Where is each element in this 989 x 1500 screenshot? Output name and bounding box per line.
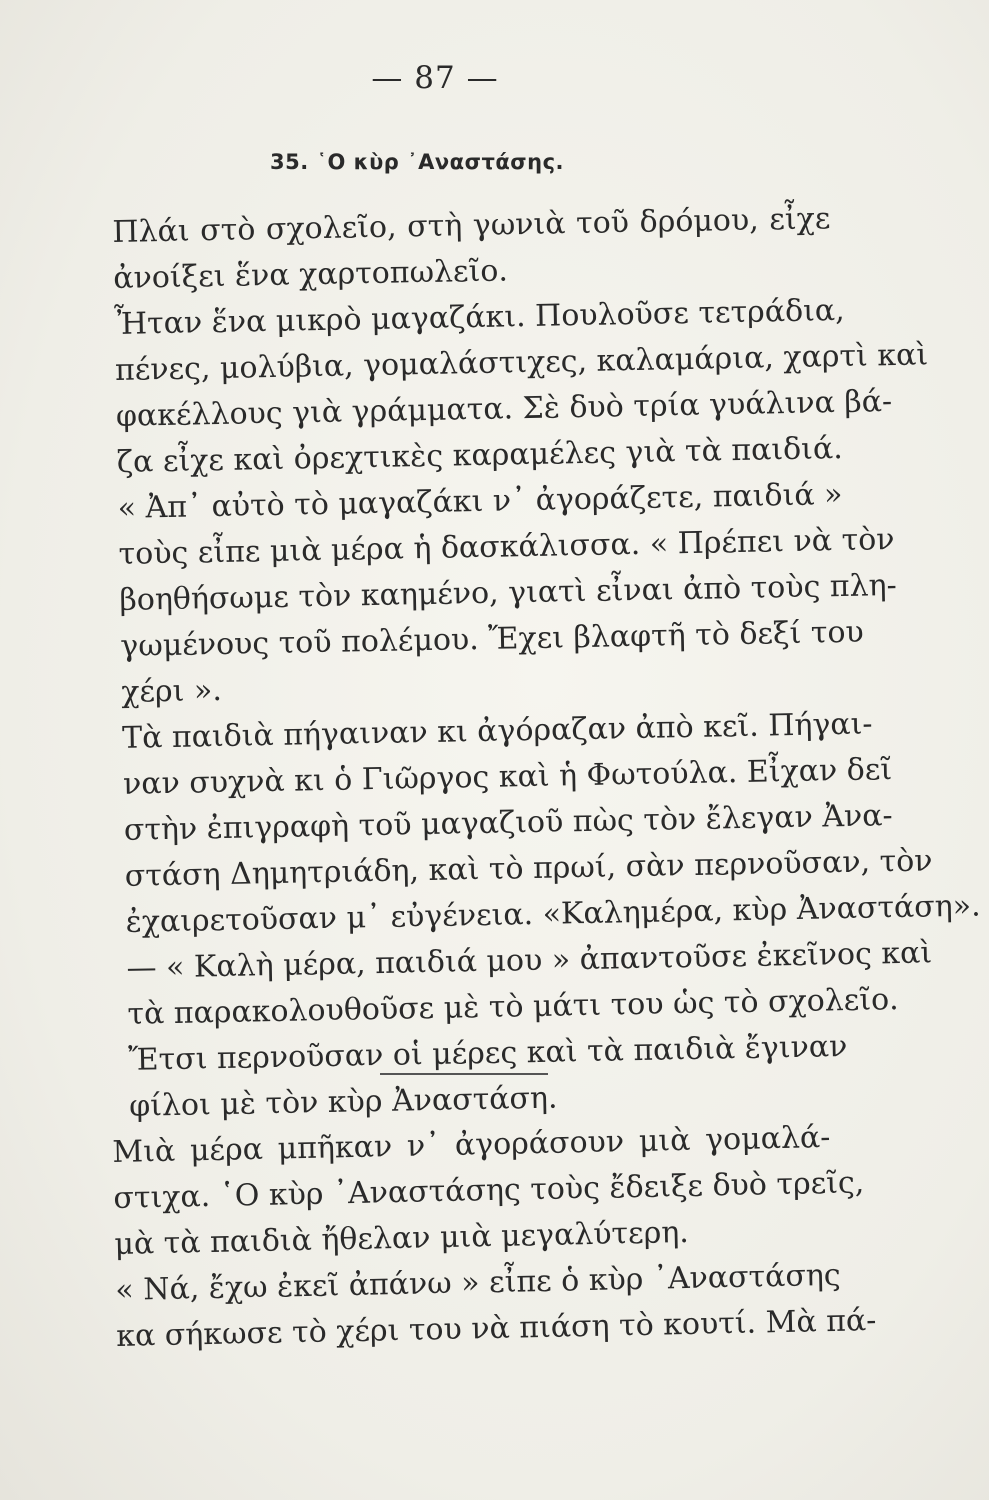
text-line: φίλοι μὲ τὸν κὺρ Ἀναστάση. [128, 1080, 558, 1124]
text-line: Μιὰ μέρα μπῆκαν ν᾿ ἀγοράσουν μιὰ γομαλά- [112, 1119, 831, 1170]
text-line: τὰ παρακολουθοῦσε μὲ τὸ μάτι του ὡς τὸ σχολεῖο. [127, 982, 899, 1032]
text-line: — « Καλὴ μέρα, παιδιά μου » ἀπαντοῦσε ἐκεῖνος καὶ [126, 935, 933, 986]
text-line: ἐχαιρετοῦσαν μ᾿ εὐγένεια. «Καλημέρα, κὺρ Ἀναστάση». [125, 888, 981, 940]
text-line: ἀνοίξει ἕνα χαρτοπωλεῖο. [112, 253, 509, 296]
text-line: ναν συχνὰ κι ὁ Γιῶργος καὶ ἡ Φωτούλα. Εἶχαν δεῖ [122, 752, 893, 802]
paragraph-block-second [112, 1115, 877, 1360]
paragraph-block-main [112, 196, 981, 1130]
text-line: Τὰ παιδιὰ πήγαιναν κι ἀγόραζαν ἀπὸ κεῖ. Πήγαι- [121, 706, 873, 756]
text-line: μὰ τὰ παιδιὰ ἤθελαν μιὰ μεγαλύτερη. [114, 1214, 690, 1262]
text-line: χέρι ». [120, 672, 223, 710]
page-number: — 87 — [371, 60, 499, 96]
text-line: φακέλλους γιὰ γράμματα. Σὲ δυὸ τρία γυάλινα βά- [115, 384, 893, 434]
chapter-title: 35. ῾Ο κὺρ ᾿Αναστάσης. [270, 150, 565, 174]
text-line: πένες, μολύβια, γομαλάστιχες, καλαμάρια, χαρτὶ καὶ [114, 337, 929, 388]
text-line: στιχα. ῾Ο κὺρ ᾿Αναστάσης τοὺς ἔδειξε δυὸ τρεῖς, [113, 1165, 865, 1216]
text-line: « Νά, ἔχω ἐκεῖ ἀπάνω » εἶπε ὁ κὺρ ᾿Αναστάσης [114, 1257, 841, 1308]
text-line: Πλάι στὸ σχολεῖο, στὴ γωνιὰ τοῦ δρόμου, εἶχε [112, 201, 831, 250]
text-line: Ἔτσι περνοῦσαν οἱ μέρες καὶ τὰ παιδιὰ ἔγιναν [127, 1029, 848, 1078]
text-line: γωμένους τοῦ πολέμου. Ἔχει βλαφτῆ τὸ δεξί του [120, 614, 865, 664]
text-line: κα σήκωσε τὸ χέρι του νὰ πιάση τὸ κουτί. Μὰ πά- [115, 1303, 877, 1354]
text-line: βοηθήσωμε τὸν καημένο, γιατὶ εἶναι ἀπὸ τοὺς πλη- [119, 568, 898, 618]
text-line: ζα εἶχε καὶ ὀρεχτικὲς καραμέλες γιὰ τὰ παιδιά. [116, 431, 844, 480]
text-line: Ἦταν ἕνα μικρὸ μαγαζάκι. Πουλοῦσε τετράδια, [113, 292, 845, 342]
text-line: στὴν ἐπιγραφὴ τοῦ μαγαζιοῦ πὼς τὸν ἔλεγαν Ἀνα- [123, 798, 893, 848]
text-line: στάση Δημητριάδη, καὶ τὸ πρωί, σὰν περνοῦσαν, τὸν [124, 843, 933, 894]
text-line: « Ἀπ᾿ αὐτὸ τὸ μαγαζάκι ν᾿ ἀγοράζετε, παιδιά » [117, 477, 843, 526]
text-line: τοὺς εἶπε μιὰ μέρα ἡ δασκάλισσα. « Πρέπει νὰ τὸν [118, 522, 895, 572]
section-separator [380, 1073, 548, 1075]
